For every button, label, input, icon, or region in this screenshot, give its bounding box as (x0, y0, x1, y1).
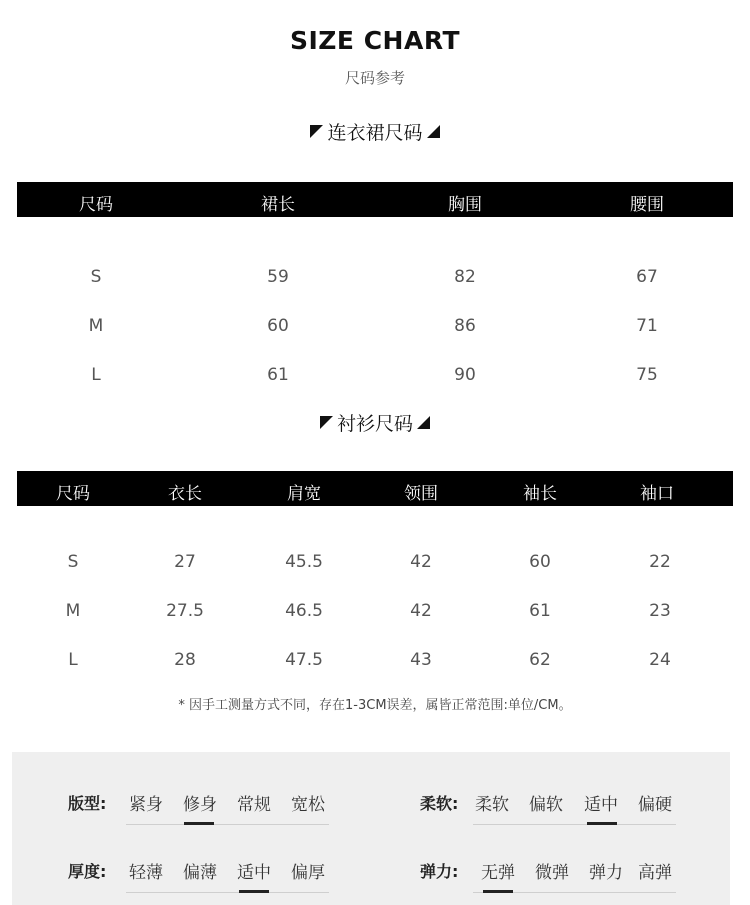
dress-section-title-text: 连衣裙尺码 (327, 122, 423, 144)
attribute-panel (12, 752, 730, 905)
dress-table-header (17, 182, 733, 217)
attribute-fit-option: 宽松 (291, 795, 325, 815)
attribute-thickness-label: 厚度: (68, 862, 107, 881)
shirt-header-cuff: 袖口 (640, 484, 674, 504)
shirt-cell: 27 (174, 552, 196, 572)
shirt-cell: 62 (529, 650, 551, 670)
attribute-elasticity-option: 弹力 (589, 863, 623, 883)
attribute-elasticity-option: 高弹 (638, 863, 672, 883)
attribute-thickness-option: 偏厚 (291, 863, 325, 883)
shirt-header-size: 尺码 (56, 484, 90, 504)
shirt-section-title-text: 衬衫尺码 (336, 413, 413, 435)
dress-header-bust: 胸围 (448, 195, 482, 215)
shirt-cell: 43 (410, 650, 432, 670)
attribute-fit-rule (126, 824, 329, 825)
attribute-fit-selected-marker (184, 822, 214, 825)
shirt-cell: S (67, 552, 79, 572)
attribute-thickness-selected-marker (239, 890, 269, 893)
shirt-cell: 24 (649, 650, 671, 670)
dress-cell: 59 (267, 267, 289, 287)
triangle-left-icon (320, 416, 333, 429)
attribute-softness-option-selected: 适中 (584, 795, 618, 815)
page-title: SIZE CHART (289, 26, 460, 55)
shirt-cell: 28 (174, 650, 196, 670)
shirt-cell: L (68, 650, 78, 670)
shirt-cell: 23 (649, 601, 671, 621)
dress-cell: M (88, 316, 104, 336)
shirt-cell: 42 (410, 552, 432, 572)
attribute-elasticity-label: 弹力: (420, 862, 459, 881)
attribute-softness-selected-marker (587, 822, 617, 825)
attribute-thickness-rule (126, 892, 329, 893)
attribute-elasticity-option: 微弹 (535, 863, 569, 883)
measurement-note: * 因手工测量方式不同，存在1-3CM误差，属皆正常范围:单位/CM。 (178, 698, 572, 713)
shirt-cell: 22 (649, 552, 671, 572)
shirt-header-length: 衣长 (168, 484, 202, 504)
shirt-cell: 45.5 (285, 552, 323, 572)
attribute-softness-rule (473, 824, 676, 825)
attribute-thickness-option: 轻薄 (129, 863, 163, 883)
dress-header-size: 尺码 (79, 195, 113, 215)
attribute-thickness-option-selected: 适中 (237, 863, 271, 883)
dress-cell: 86 (454, 316, 476, 336)
dress-cell: 67 (636, 267, 658, 287)
dress-header-waist: 腰围 (630, 195, 664, 215)
shirt-cell: 46.5 (285, 601, 323, 621)
dress-section-title (0, 118, 750, 145)
page-subtitle: 尺码参考 (344, 69, 405, 87)
shirt-header-collar: 领围 (404, 484, 438, 504)
shirt-table-header (17, 471, 733, 506)
attribute-fit-label: 版型: (68, 794, 107, 813)
dress-cell: 82 (454, 267, 476, 287)
attribute-thickness-option: 偏薄 (183, 863, 217, 883)
shirt-cell: 61 (529, 601, 551, 621)
triangle-right-icon (427, 125, 440, 138)
attribute-fit-option: 紧身 (129, 795, 163, 815)
dress-cell: 71 (636, 316, 658, 336)
shirt-header-shoulder: 肩宽 (287, 484, 321, 504)
triangle-right-icon (417, 416, 430, 429)
shirt-cell: M (65, 601, 81, 621)
dress-cell: 90 (454, 365, 476, 385)
attribute-fit-option: 常规 (237, 795, 271, 815)
shirt-cell: 27.5 (166, 601, 204, 621)
dress-cell: 61 (267, 365, 289, 385)
dress-cell: 75 (636, 365, 658, 385)
dress-cell: S (90, 267, 102, 287)
shirt-cell: 47.5 (285, 650, 323, 670)
triangle-left-icon (310, 125, 323, 138)
shirt-header-sleeve: 袖长 (523, 484, 557, 504)
dress-header-length: 裙长 (261, 195, 295, 215)
shirt-section-title (0, 409, 750, 436)
attribute-softness-label: 柔软: (420, 794, 459, 813)
dress-cell: L (91, 365, 101, 385)
dress-cell: 60 (267, 316, 289, 336)
attribute-elasticity-selected-marker (483, 890, 513, 893)
attribute-softness-option: 柔软 (475, 795, 509, 815)
attribute-softness-option: 偏硬 (638, 795, 672, 815)
shirt-cell: 60 (529, 552, 551, 572)
attribute-softness-option: 偏软 (529, 795, 563, 815)
attribute-fit-option-selected: 修身 (183, 795, 217, 815)
attribute-elasticity-option-selected: 无弹 (481, 863, 515, 883)
shirt-cell: 42 (410, 601, 432, 621)
